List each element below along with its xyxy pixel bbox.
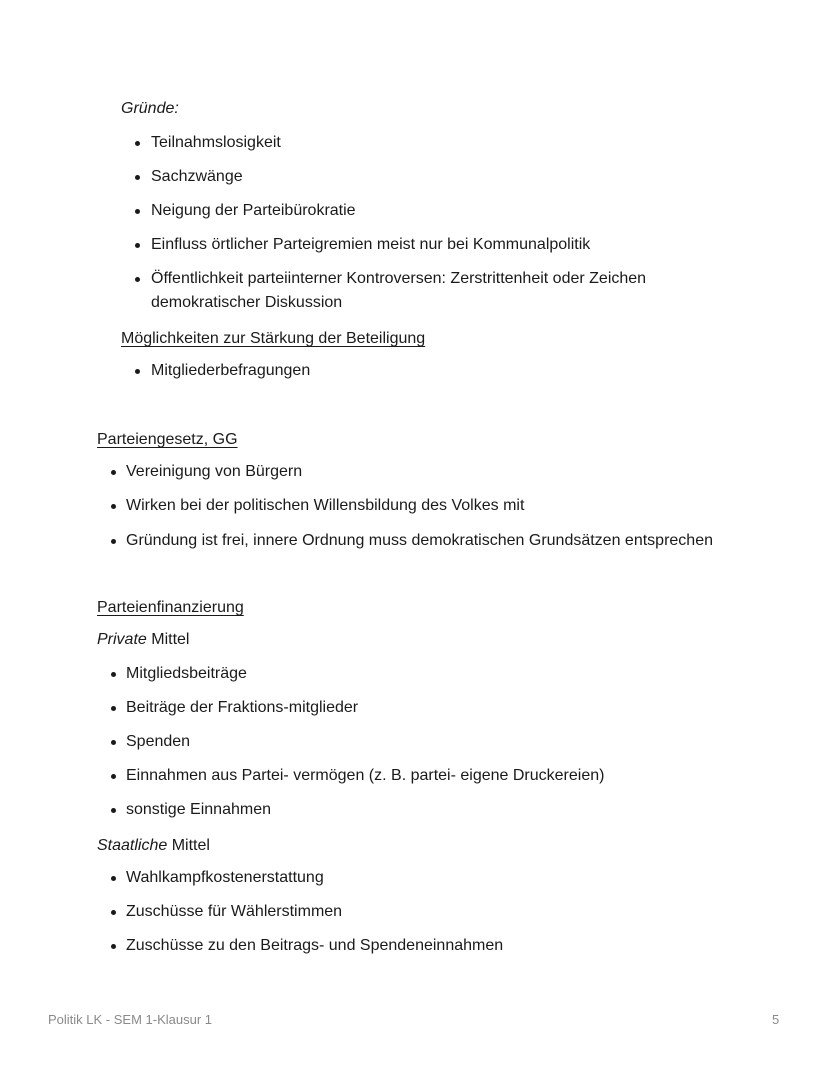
bullet-icon [111,808,116,813]
private-label-italic: Private [97,631,147,648]
list-item: Mitgliedsbeiträge [126,665,247,682]
list-item: Zuschüsse für Wählerstimmen [126,903,343,920]
list-item: Spenden [126,733,191,750]
bullet-icon [111,539,116,544]
bullet-icon [111,470,116,475]
bullet-icon [135,369,140,374]
list-item: Mitgliederbefragungen [151,362,311,379]
bullet-icon [135,209,140,214]
list-item: Sachzwänge [151,168,243,185]
bullet-icon [135,243,140,248]
bullet-icon [135,141,140,146]
private-label-rest: Mittel [146,631,190,648]
strengthen-heading: Möglichkeiten zur Stärkung der Beteiligung [121,330,426,347]
state-label [97,836,210,856]
page-number: 5 [772,1012,780,1027]
list-item: Einnahmen aus Partei- vermögen (z. B. partei- eigene Druckereien) [126,767,605,784]
bullet-icon [111,740,116,745]
state-label-rest: Mittel [167,837,210,854]
bullet-icon [135,277,140,282]
footer-title: Politik LK - SEM 1-Klausur 1 [48,1012,213,1027]
bullet-icon [111,504,116,509]
private-label [97,630,189,650]
list-item: Einfluss örtlicher Parteigremien meist nur bei Kommunalpolitik [151,236,591,253]
reasons-heading: Gründe: [121,100,179,117]
list-item: Zuschüsse zu den Beitrags- und Spendeneinnahmen [126,937,504,954]
finance-heading: Parteienfinanzierung [97,599,244,616]
bullet-icon [111,910,116,915]
law-heading: Parteiengesetz, GG [97,431,238,448]
list-item: Wahlkampfkostenerstattung [126,869,324,886]
bullet-icon [111,774,116,779]
list-item: Öffentlichkeit parteiinterner Kontroversen: Zerstrittenheit oder Zeichen demokratischer Diskussion [151,270,647,311]
list-item: Teilnahmslosigkeit [151,134,281,151]
bullet-icon [135,175,140,180]
bullet-icon [111,706,116,711]
state-label-italic: Staatliche [97,837,168,854]
bullet-icon [111,944,116,949]
bullet-icon [111,672,116,677]
list-item: Wirken bei der politischen Willensbildung des Volkes mit [126,497,525,514]
list-item: Beiträge der Fraktions-mitglieder [126,699,359,716]
list-item: sonstige Einnahmen [126,801,271,818]
list-item: Vereinigung von Bürgern [126,463,303,480]
bullet-icon [111,876,116,881]
list-item: Gründung ist frei, innere Ordnung muss demokratischen Grundsätzen entsprechen [126,532,713,549]
list-item: Neigung der Parteibürokratie [151,202,356,219]
